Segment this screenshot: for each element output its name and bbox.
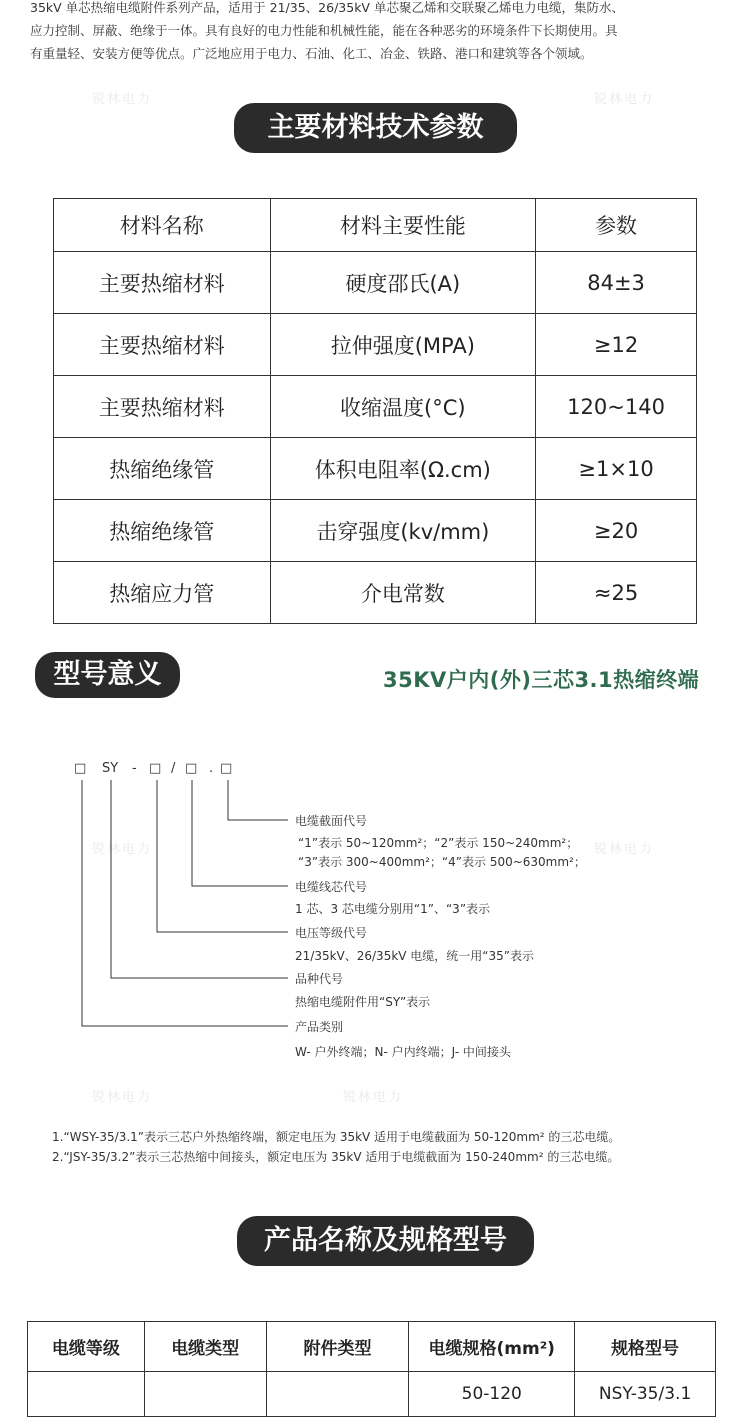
cell-model-number: NSY-35/3.1 — [575, 1372, 716, 1417]
intro-line: 35kV 单芯热缩电缆附件系列产品，适用于 21/35、26/35kV 单芯聚乙烯和交联聚乙烯电力电缆，集防水、 — [30, 0, 624, 15]
section-title-product-spec: 产品名称及规格型号 — [237, 1216, 534, 1266]
watermark: 锐林电力 — [594, 842, 655, 857]
spec-table — [27, 1321, 716, 1417]
cell-material: 热缩绝缘管 — [54, 438, 271, 500]
label-line: W- 户外终端；N- 户内终端；J- 中间接头 — [295, 1045, 511, 1059]
connector-lines — [82, 780, 288, 1026]
table-row — [54, 562, 697, 624]
table-row — [54, 314, 697, 376]
code-box-2: □ — [149, 761, 162, 776]
header-material-property: 材料主要性能 — [270, 199, 536, 252]
cell-value: ≈25 — [536, 562, 697, 624]
header-cable-spec: 电缆规格(mm²) — [409, 1322, 575, 1372]
section-title-materials: 主要材料技术参数 — [234, 103, 517, 153]
label-title: 品种代号 — [295, 972, 344, 986]
header-cable-type: 电缆类型 — [144, 1322, 266, 1372]
cell-material: 热缩应力管 — [54, 562, 271, 624]
model-code-diagram — [0, 740, 750, 1100]
label-line: 21/35kV、26/35kV 电缆，统一用“35”表示 — [295, 949, 534, 963]
watermark: 锐林电力 — [594, 92, 655, 107]
label-line: 热缩电缆附件用“SY”表示 — [295, 995, 431, 1009]
table-row — [28, 1372, 716, 1417]
code-box-3: □ — [185, 761, 198, 776]
cell-property: 击穿强度(kv/mm) — [270, 500, 536, 562]
cell-cable-spec: 50-120 — [409, 1372, 575, 1417]
cell-accessory-type — [266, 1372, 409, 1417]
watermark: 锐林电力 — [92, 842, 153, 857]
note-line: 2.“JSY-35/3.2”表示三芯热缩中间接头，额定电压为 35kV 适用于电缆截面为 150-240mm² 的三芯电缆。 — [52, 1150, 620, 1164]
table-row — [54, 376, 697, 438]
header-parameter: 参数 — [536, 199, 697, 252]
cell-material: 主要热缩材料 — [54, 252, 271, 314]
cell-property: 硬度邵氏(A) — [270, 252, 536, 314]
cell-property: 体积电阻率(Ω.cm) — [270, 438, 536, 500]
cell-value: 84±3 — [536, 252, 697, 314]
label-line: 1 芯、3 芯电缆分别用“1”、“3”表示 — [295, 902, 491, 916]
table-row — [54, 438, 697, 500]
cell-cable-grade — [28, 1372, 145, 1417]
label-title: 电缆线芯代号 — [295, 880, 368, 894]
note-line: 1.“WSY-35/3.1”表示三芯户外热缩终端，额定电压为 35kV 适用于电缆截面为 50-120mm² 的三芯电缆。 — [52, 1130, 621, 1144]
code-box-1: □ — [74, 761, 87, 776]
label-title: 电压等级代号 — [295, 926, 368, 940]
watermark: 锐林电力 — [92, 92, 153, 107]
intro-line: 有重量轻、安装方便等优点。广泛地应用于电力、石油、化工、冶金、铁路、港口和建筑等各个领域。 — [30, 46, 593, 61]
cell-property: 拉伸强度(MPA) — [270, 314, 536, 376]
code-sy: SY — [102, 761, 119, 776]
cell-material: 热缩绝缘管 — [54, 500, 271, 562]
cell-value: ≥12 — [536, 314, 697, 376]
cell-cable-type — [144, 1372, 266, 1417]
table-row — [54, 252, 697, 314]
watermark: 锐林电力 — [343, 1090, 404, 1105]
table-header-row — [54, 199, 697, 252]
cell-material: 主要热缩材料 — [54, 376, 271, 438]
label-title: 产品类别 — [295, 1020, 344, 1034]
table-row — [54, 500, 697, 562]
intro-paragraph — [30, 0, 720, 65]
header-model-number: 规格型号 — [575, 1322, 716, 1372]
cell-material: 主要热缩材料 — [54, 314, 271, 376]
header-cable-grade: 电缆等级 — [28, 1322, 145, 1372]
cell-value: 120~140 — [536, 376, 697, 438]
section-title-model-meaning: 型号意义 — [35, 652, 180, 698]
code-dash: - — [132, 761, 137, 776]
code-dot: . — [209, 761, 214, 776]
model-notes — [52, 1127, 620, 1167]
code-box-4: □ — [220, 761, 233, 776]
cell-value: ≥1×10 — [536, 438, 697, 500]
intro-line: 应力控制、屏蔽、绝缘于一体。具有良好的电力性能和机械性能，能在各种恶劣的环境条件下长期使用。具 — [30, 23, 618, 38]
label-line: “3”表示 300~400mm²；“4”表示 500~630mm²； — [298, 855, 586, 869]
product-subtitle: 35KV户内(外)三芯3.1热缩终端 — [383, 668, 700, 692]
cell-property: 介电常数 — [270, 562, 536, 624]
cell-value: ≥20 — [536, 500, 697, 562]
watermark: 锐林电力 — [92, 1090, 153, 1105]
label-title: 电缆截面代号 — [295, 814, 368, 828]
header-material-name: 材料名称 — [54, 199, 271, 252]
code-slash: / — [171, 761, 176, 776]
table-header-row — [28, 1322, 716, 1372]
label-line: “1”表示 50~120mm²；“2”表示 150~240mm²； — [298, 836, 579, 850]
header-accessory-type: 附件类型 — [266, 1322, 409, 1372]
materials-table — [53, 198, 697, 624]
cell-property: 收缩温度(°C) — [270, 376, 536, 438]
